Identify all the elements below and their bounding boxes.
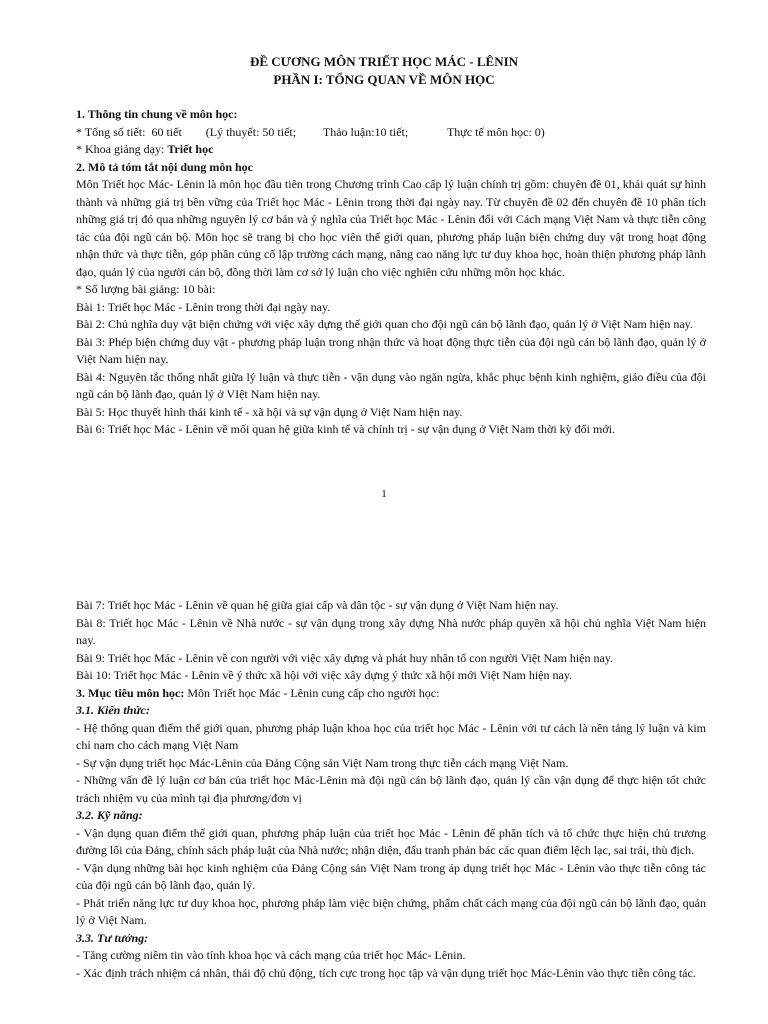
knowledge-item: - Hệ thống quan điểm thế giới quan, phương pháp luận khoa học của triết học Mác - Lênin với tư cách là nền tảng lý luận và kim chỉ nam cho cách mạng Việt Nam: [76, 720, 706, 752]
lesson-item: Bài 3: Phép biện chứng duy vật - phương pháp luận trong nhận thức và hoạt động thực tiễn của đội ngũ cán bộ lãnh đạo, quản lý ở Việt Nam hiện nay.: [76, 334, 706, 366]
document-subtitle: PHẦN I: TỔNG QUAN VỀ MÔN HỌC: [273, 72, 495, 87]
skills-item: - Vận dụng những bài học kinh nghiệm của Đảng Cộng sản Việt Nam trong áp dụng triết học Mác - Lênin vào thực tiễn công tác của đội ngũ cán bộ lãnh đạo, quản lý.: [76, 860, 706, 892]
lesson-item: Bài 10: Triết học Mác - Lênin về ý thức xã hội với việc xây dựng ý thức xã hội mới Việt Nam hiện nay.: [76, 668, 573, 682]
lesson-item: Bài 2: Chủ nghĩa duy vật biện chứng với việc xây dựng thế giới quan cho đội ngũ cán bộ lãnh đạo, quản lý ở Việt Nam hiện nay.: [76, 317, 693, 331]
skills-item: - Vận dụng quan điểm thế giới quan, phương pháp luận của triết học Mác - Lênin để phân tích và tổ chức thực hiện chủ trương đường lối của Đảng, chính sách pháp luật của Nhà nước; nhận diện, đấu tranh phản bác các quan điểm lệch lạc, sai trái, thù địch.: [76, 825, 706, 857]
skills-item: - Phát triển năng lực tư duy khoa học, phương pháp làm việc biện chứng, phẩm chất cách mạng của đội ngũ cán bộ lãnh đạo, quản lý ở Việt Nam.: [76, 895, 706, 927]
subsection-knowledge-heading: 3.1. Kiến thức:: [76, 703, 150, 717]
section-2-heading: 2. Mô tả tóm tắt nội dung môn học: [76, 159, 254, 174]
page-1-body: [76, 106, 706, 439]
subsection-ideology-heading: 3.3. Tư tưởng:: [76, 930, 149, 945]
lesson-item: Bài 8: Triết học Mác - Lênin về Nhà nước - sự vận dụng trong xây dựng Nhà nước pháp quyền xã hội chủ nghĩa Việt Nam hiện nay.: [76, 615, 706, 647]
document-title: ĐỀ CƯƠNG MÔN TRIẾT HỌC MÁC - LÊNIN: [249, 54, 519, 69]
lesson-count: * Số lượng bài giảng: 10 bài:: [76, 282, 216, 296]
lesson-item: Bài 9: Triết học Mác - Lênin về con người với việc xây dựng và phát huy nhân tố con người Việt Nam hiện nay.: [76, 650, 614, 665]
section-3-heading: 3. Mục tiêu môn học:: [76, 685, 185, 700]
section-3-heading-line: [76, 685, 706, 703]
ideology-item: - Tăng cường niềm tin vào tính khoa học và cách mạng của triết học Mác- Lênin.: [76, 948, 466, 962]
total-periods-line: * Tổng số tiết: 60 tiết (Lý thuyết: 50 tiết; Thảo luận:10 tiết; Thực tế môn học: 0): [76, 124, 545, 139]
ideology-item: - Xác định trách nhiệm cá nhân, thái độ chủ động, tích cực trong học tập và vận dụng triết học Mác-Lênin vào thực tiễn công tác.: [76, 965, 696, 980]
lesson-item: Bài 7: Triết học Mác - Lênin về quan hệ giữa giai cấp và dân tộc - sự vận dụng ở Việt Nam hiện nay.: [76, 598, 559, 612]
section-2-paragraph: Môn Triết học Mác- Lênin là môn học đầu tiên trong Chương trình Cao cấp lý luận chính trị gồm: chuyên đề 01, khái quát sự hình thành và những giá trị bền vững của Triết học Mác - Lênin trong thời đại ngày nay. Từ chuyên đề 02 đến chuyên đề 10 phân tích những giá trị đó qua những nguyên lý cơ bản và ý nghĩa của Triết học Mác - Lênin đối với Cách mạng Việt Nam và thực tiễn công tác của đội ngũ cán bộ. Môn học sẽ trang bị cho học viên thế giới quan, phương pháp luận biện chứng duy vật trong hoạt động nhận thức và thực tiễn, góp phần củng cố lập trường cách mạng, nâng cao năng lực tư duy khoa học, hoàn thiện phương pháp lãnh đạo, quản lý của người cán bộ, đồng thời làm cơ sở lý luận cho việc nghiên cứu những môn học khác.: [76, 177, 706, 279]
department-label: * Khoa giảng dạy:: [76, 142, 168, 156]
lesson-item: Bài 5: Học thuyết hình thái kinh tế - xã hội và sự vận dụng ở Việt Nam hiện nay.: [76, 404, 463, 419]
lesson-item: Bài 1: Triết học Mác - Lênin trong thời đại ngày nay.: [76, 299, 331, 314]
subsection-skills-heading: 3.2. Kỹ năng:: [76, 808, 143, 822]
knowledge-item: - Sự vận dụng triết học Mác-Lênin của Đảng Cộng sản Việt Nam trong thực tiễn cách mạng Việt Nam.: [76, 755, 569, 770]
page-number: 1: [381, 488, 387, 500]
page-2-body: [76, 597, 706, 982]
department-line: [76, 141, 706, 159]
department-value: Triết học: [167, 142, 214, 156]
section-1-heading: 1. Thông tin chung về môn học:: [76, 107, 238, 121]
lesson-item: Bài 4: Nguyên tắc thống nhất giữa lý luận và thực tiễn - vận dụng vào ngăn ngừa, khắc phục bệnh kinh nghiệm, giáo điều của đội ngũ cán bộ lãnh đạo, quản lý ở VIệt Nam hiện nay.: [76, 369, 706, 401]
section-3-intro: Môn Triết học Mác - Lênin cung cấp cho người học:: [184, 685, 440, 700]
knowledge-item: - Những vấn đề lý luận cơ bản của triết học Mác-Lênin mà đội ngũ cán bộ lãnh đạo, quản lý cần vận dụng để thực hiện tốt chức trách nhiệm vụ của mình tại địa phương/đơn vị: [76, 773, 706, 805]
lesson-item: Bài 6: Triết học Mác - Lênin về mối quan hệ giữa kinh tế và chính trị - sự vận dụng ở Việt Nam thời kỳ đổi mới.: [76, 422, 616, 436]
